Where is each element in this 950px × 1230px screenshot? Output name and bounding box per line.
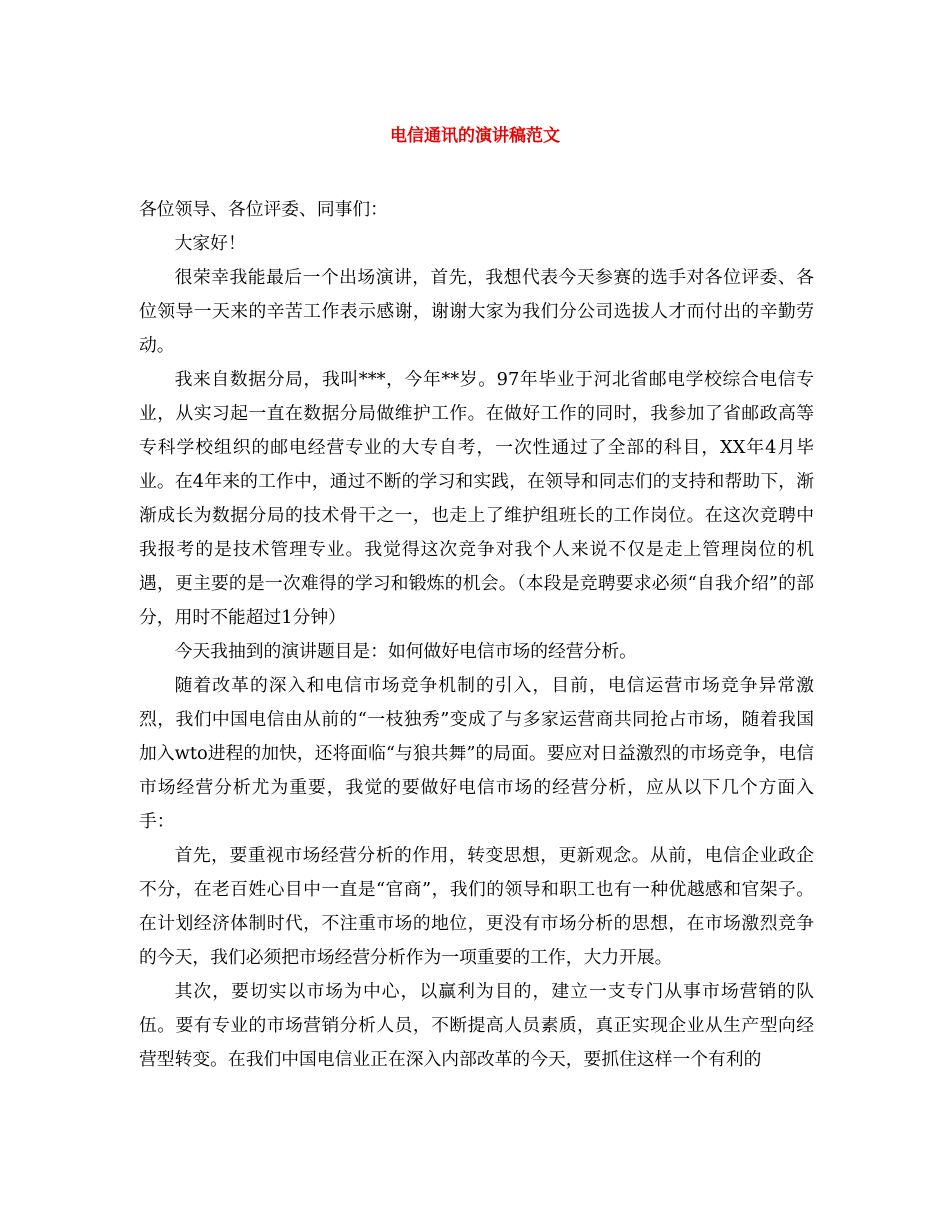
salutation: 各位领导、各位评委、同事们： bbox=[139, 199, 388, 220]
paragraph-self-introduction: 我来自数据分局，我叫***，今年**岁。97年毕业于河北省邮电学校综合电信专业，从实习起一直在数据分局做维护工作。在做好工作的同时，我参加了省邮政高等专科学校组织的邮电经营专业的大专自考，一次性通过了全部的科目，XX年4月毕业。在4年来的工作中，通过不断的学习和实践，在领导和同志们的支持和帮助下，渐渐成长为数据分局的技术骨干之一，也走上了维护组班长的工作岗位。在这次竞聘中我报考的是技术管理专业。我觉得这次竞争对我个人来说不仅是走上管理岗位的机遇，更主要的是一次难得的学习和锻炼的机会。（本段是竞聘要求必须“自我介绍”的部分，用时不能超过1分钟） bbox=[139, 369, 814, 628]
document-body bbox=[139, 193, 814, 1077]
paragraph-greeting: 大家好！ bbox=[174, 233, 246, 254]
paragraph-topic: 今天我抽到的演讲题目是：如何做好电信市场的经营分析。 bbox=[174, 641, 637, 662]
paragraph-second-point: 其次，要切实以市场为中心，以赢利为目的，建立一支专门从事市场营销的队伍。要有专业的市场营销分析人员，不断提高人员素质，真正实现企业从生产型向经营型转变。在我们中国电信业正在深入内部改革的今天，要抓住这样一个有利的 bbox=[139, 981, 814, 1070]
paragraph-thanks: 很荣幸我能最后一个出场演讲，首先，我想代表今天参赛的选手对各位评委、各位领导一天来的辛苦工作表示感谢，谢谢大家为我们分公司选拔人才而付出的辛勤劳动。 bbox=[139, 267, 814, 356]
document-title: 电信通讯的演讲稿范文 bbox=[390, 126, 560, 146]
paragraph-first-point: 首先，要重视市场经营分析的作用，转变思想，更新观念。从前，电信企业政企不分，在老百姓心目中一直是“官商”，我们的领导和职工也有一种优越感和官架子。在计划经济体制时代，不注重市场的地位，更没有市场分析的思想，在市场激烈竞争的今天，我们必须把市场经营分析作为一项重要的工作，大力开展。 bbox=[139, 845, 814, 968]
paragraph-market-background: 随着改革的深入和电信市场竞争机制的引入，目前，电信运营市场竞争异常激烈，我们中国电信由从前的“一枝独秀”变成了与多家运营商共同抢占市场，随着我国加入wto进程的加快，还将面临“与狼共舞”的局面。要应对日益激烈的市场竞争，电信市场经营分析尤为重要，我觉的要做好电信市场的经营分析，应从以下几个方面入手： bbox=[139, 675, 814, 832]
